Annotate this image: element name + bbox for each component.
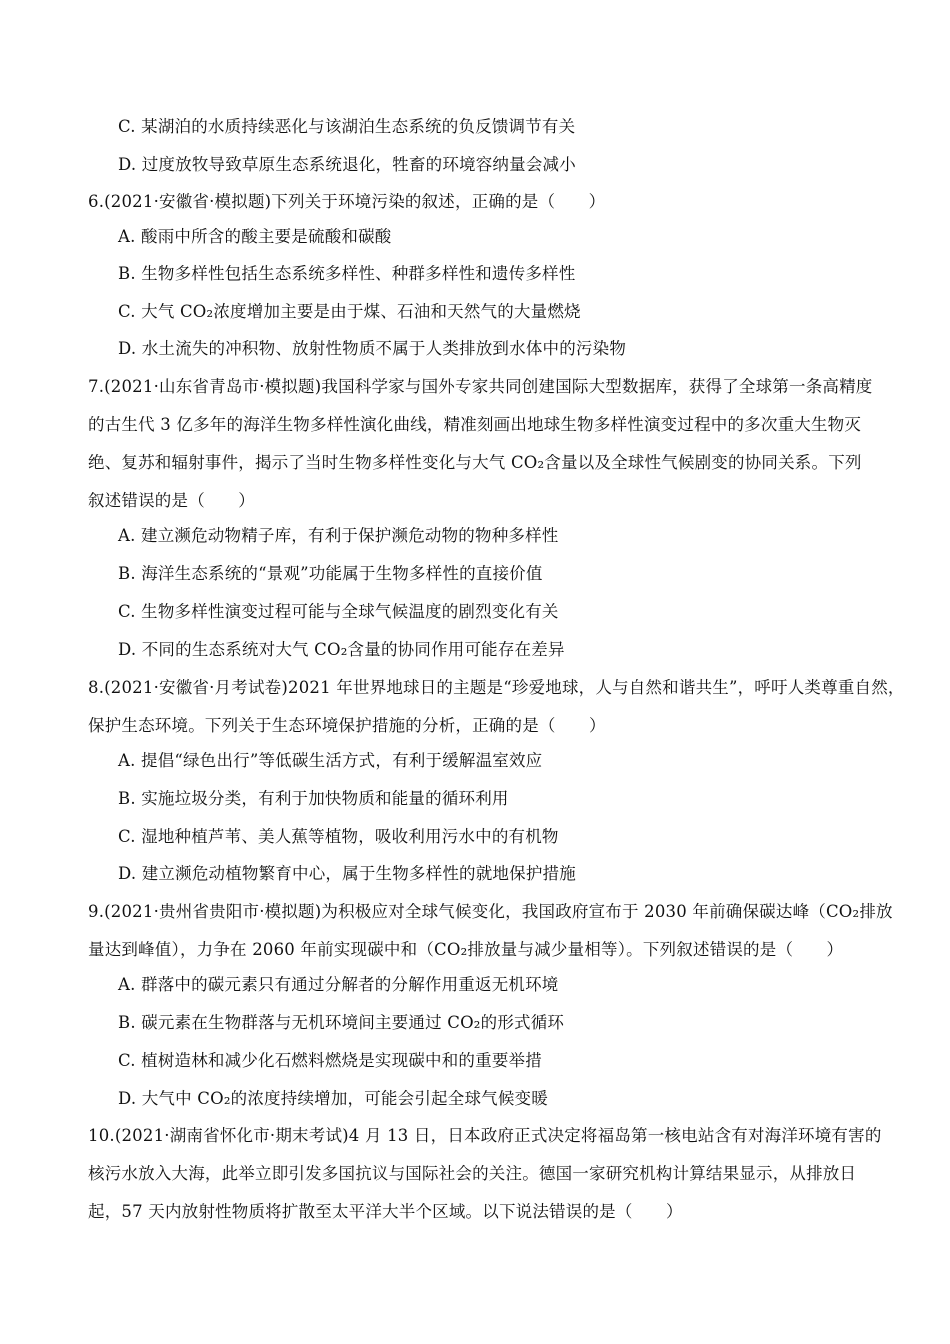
question-6-stem: 6.(2021·安徽省·模拟题)下列关于环境污染的叙述，正确的是（ ）: [88, 192, 606, 211]
option-a-q7: A. 建立濒危动物精子库，有利于保护濒危动物的物种多样性: [118, 526, 559, 545]
question-9-stem-line1: 9.(2021·贵州省贵阳市·模拟题)为积极应对全球气候变化，我国政府宣布于 2030 年前确保碳达峰（CO₂排放: [88, 902, 893, 921]
question-7-stem-line2: 的古生代 3 亿多年的海洋生物多样性演化曲线，精准刻画出地球生物多样性演变过程中的多次重大生物灭: [88, 415, 862, 434]
option-d-q9: D. 大气中 CO₂的浓度持续增加，可能会引起全球气候变暖: [118, 1089, 548, 1108]
option-b-q7: B. 海洋生态系统的“景观”功能属于生物多样性的直接价值: [118, 564, 543, 583]
option-b-q9: B. 碳元素在生物群落与无机环境间主要通过 CO₂的形式循环: [118, 1013, 565, 1032]
option-b-q6: B. 生物多样性包括生态系统多样性、种群多样性和遗传多样性: [118, 264, 576, 283]
option-d-q7: D. 不同的生态系统对大气 CO₂含量的协同作用可能存在差异: [118, 640, 565, 659]
option-c-q8: C. 湿地种植芦苇、美人蕉等植物，吸收利用污水中的有机物: [118, 827, 559, 846]
question-10-stem-line3: 起，57 天内放射性物质将扩散至太平洋大半个区域。以下说法错误的是（ ）: [88, 1202, 683, 1221]
option-c-q7: C. 生物多样性演变过程可能与全球气候温度的剧烈变化有关: [118, 602, 559, 621]
option-a-q8: A. 提倡“绿色出行”等低碳生活方式，有利于缓解温室效应: [118, 751, 543, 770]
question-10-stem-line1: 10.(2021·湖南省怀化市·期末考试)4 月 13 日，日本政府正式决定将福岛第一核电站含有对海洋环境有害的: [88, 1126, 882, 1145]
option-c-q6: C. 大气 CO₂浓度增加主要是由于煤、石油和天然气的大量燃烧: [118, 302, 581, 321]
option-c-q9: C. 植树造林和减少化石燃料燃烧是实现碳中和的重要举措: [118, 1051, 542, 1070]
option-a-q6: A. 酸雨中所含的酸主要是硫酸和碳酸: [118, 227, 392, 246]
option-a-q9: A. 群落中的碳元素只有通过分解者的分解作用重返无机环境: [118, 975, 559, 994]
question-9-stem-line2: 量达到峰值），力争在 2060 年前实现碳中和（CO₂排放量与减少量相等）。下列叙述错误的是（ ）: [88, 940, 844, 959]
option-d-q6: D. 水土流失的冲积物、放射性物质不属于人类排放到水体中的污染物: [118, 339, 627, 358]
option-b-q8: B. 实施垃圾分类，有利于加快物质和能量的循环利用: [118, 789, 509, 808]
option-d-q8: D. 建立濒危动植物繁育中心，属于生物多样性的就地保护措施: [118, 864, 576, 883]
question-7-stem-line3: 绝、复苏和辐射事件，揭示了当时生物多样性变化与大气 CO₂含量以及全球性气候剧变的协同关系。下列: [88, 453, 862, 472]
question-7-stem-line1: 7.(2021·山东省青岛市·模拟题)我国科学家与国外专家共同创建国际大型数据库，获得了全球第一条高精度: [88, 377, 873, 396]
question-8-stem-line1: 8.(2021·安徽省·月考试卷)2021 年世界地球日的主题是“珍爱地球，人与自然和谐共生”，呼吁人类尊重自然，: [88, 678, 905, 697]
question-8-stem-line2: 保护生态环境。下列关于生态环境保护措施的分析，正确的是（ ）: [88, 716, 606, 735]
option-c-q5: C. 某湖泊的水质持续恶化与该湖泊生态系统的负反馈调节有关: [118, 117, 576, 136]
question-10-stem-line2: 核污水放入大海，此举立即引发多国抗议与国际社会的关注。德国一家研究机构计算结果显示，从排放日: [88, 1164, 857, 1183]
question-7-stem-line4: 叙述错误的是（ ）: [88, 491, 255, 510]
option-d-q5: D. 过度放牧导致草原生态系统退化，牲畜的环境容纳量会减小: [118, 155, 576, 174]
